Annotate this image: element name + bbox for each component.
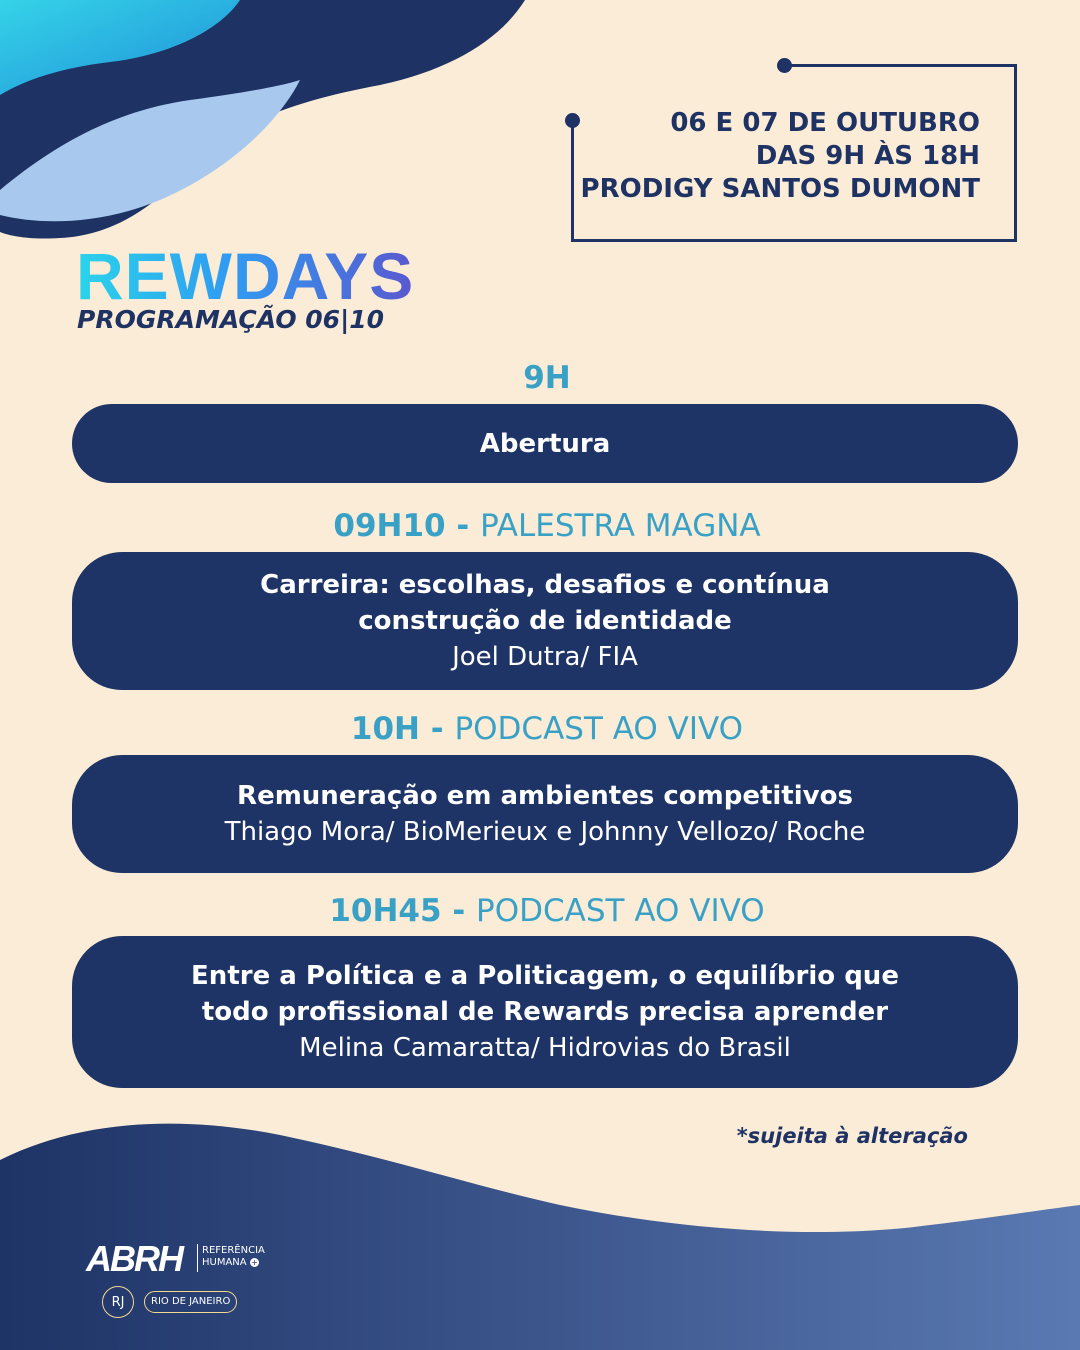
- logo-divider: [197, 1244, 198, 1272]
- logo-tagline-line2: HUMANA: [202, 1257, 247, 1268]
- schedule-separator: -: [445, 508, 481, 544]
- schedule-type: PODCAST AO VIVO: [476, 893, 765, 929]
- event-info-text: [581, 107, 980, 206]
- session-title-line: construção de identidade: [358, 606, 732, 636]
- session-title-line: Entre a Política e a Politicagem, o equilíbrio que: [191, 961, 899, 991]
- schedule-type: PODCAST AO VIVO: [454, 711, 744, 747]
- session-title-line: Carreira: escolhas, desafios e contínua: [260, 570, 830, 600]
- session-speakers: Joel Dutra/ FIA: [452, 642, 638, 672]
- schedule-time: 10H45: [329, 893, 442, 929]
- schedule-item: [72, 936, 1018, 1088]
- session-speakers: Thiago Mora/ BioMerieux e Johnny Vellozo/ Roche: [224, 817, 866, 847]
- schedule-item: [72, 755, 1018, 873]
- schedule-time: 09H10: [333, 508, 446, 544]
- state-badge: RJ: [102, 1286, 134, 1318]
- city-badge: RIO DE JANEIRO: [144, 1291, 237, 1313]
- session-title-line: todo profissional de Rewards precisa aprender: [201, 997, 889, 1027]
- schedule-separator: -: [441, 893, 477, 929]
- disclaimer-note: *sujeita à alteração: [736, 1124, 968, 1148]
- event-info-box: [571, 64, 1017, 242]
- info-box-dot-top: [777, 58, 792, 73]
- schedule-item: [72, 404, 1018, 483]
- session-title-line: Remuneração em ambientes competitivos: [237, 781, 853, 811]
- event-dates: 06 E 07 DE OUTUBRO: [670, 108, 980, 138]
- event-venue: PRODIGY SANTOS DUMONT: [580, 174, 980, 204]
- schedule-time-label: [0, 711, 1080, 747]
- schedule-time-label: [0, 893, 1080, 929]
- schedule-item: [72, 552, 1018, 690]
- session-title-line: Abertura: [479, 428, 611, 459]
- logo-wordmark: ABRH: [86, 1238, 182, 1279]
- schedule-type: PALESTRA MAGNA: [480, 508, 761, 544]
- schedule-time-label: [0, 508, 1080, 544]
- info-box-dot-left: [565, 113, 580, 128]
- plus-icon: +: [250, 1257, 258, 1267]
- logo-tagline: [202, 1245, 265, 1269]
- schedule-time: 10H: [350, 711, 420, 747]
- schedule-separator: -: [420, 711, 455, 747]
- session-speakers: Melina Camaratta/ Hidrovias do Brasil: [299, 1033, 791, 1063]
- event-title: REWDAYS: [76, 239, 415, 313]
- schedule-time-label: [0, 360, 1080, 396]
- abrh-logo: [86, 1238, 286, 1318]
- schedule-time: 9H: [523, 360, 571, 396]
- logo-tagline-line1: REFERÊNCIA: [202, 1245, 265, 1256]
- event-hours: DAS 9H ÀS 18H: [755, 141, 980, 171]
- program-subtitle: PROGRAMAÇÃO 06|10: [77, 305, 384, 334]
